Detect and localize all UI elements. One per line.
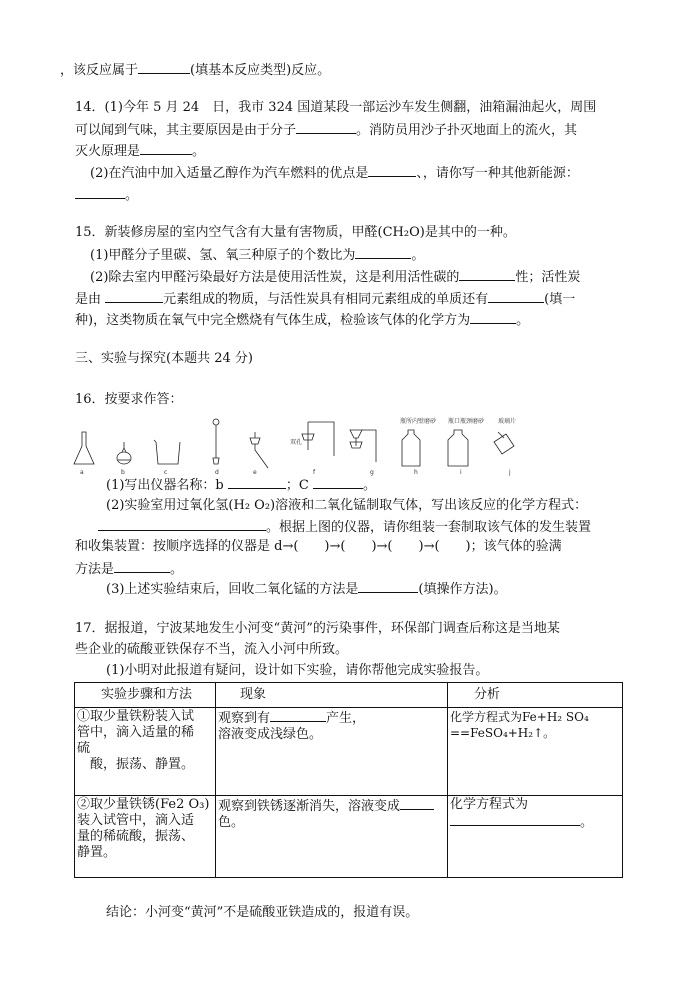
step-cell xyxy=(75,796,216,878)
glass-plate-icon xyxy=(494,434,514,454)
text: 。 xyxy=(516,313,530,328)
q15-line-4 xyxy=(75,290,575,308)
text: 量的稀硫酸，振荡、 xyxy=(77,829,195,844)
column-header: 现象 xyxy=(216,683,448,708)
text: ②取少量铁锈(Fe2 O₃) xyxy=(77,797,210,812)
text: 管中，滴入适量的稀 xyxy=(77,725,195,740)
text: 溶液变成浅绿色。 xyxy=(218,727,323,742)
text: 14．(1)今年 5 月 24 日，我市 324 国道某段一部运沙车发生侧翻，油箱漏油起火，周围 xyxy=(75,100,597,115)
label-note: 双孔 xyxy=(290,439,303,446)
text: 。根据上图的仪器，请你组装一套制取该气体的发生装置 xyxy=(266,520,592,535)
answer-blank[interactable] xyxy=(98,518,266,531)
q14-line-1 xyxy=(75,100,596,116)
observation-cell xyxy=(216,796,448,878)
label-f: f xyxy=(313,469,316,476)
q17-line-3 xyxy=(106,663,488,679)
q15-line-3 xyxy=(90,268,580,286)
text: ==FeSO₄+H₂↑。 xyxy=(450,726,556,740)
wide-mouth-bottle-icon xyxy=(448,430,468,466)
answer-blank[interactable] xyxy=(270,709,326,722)
q16-line-3 xyxy=(98,518,591,536)
answer-blank[interactable] xyxy=(358,580,418,593)
text: 。 xyxy=(192,144,206,159)
table-header-row xyxy=(75,683,623,708)
answer-blank[interactable] xyxy=(138,61,190,74)
label-note: 玻璃片 xyxy=(498,418,517,425)
text: (2)实验室用过氧化氢(H₂ O₂)溶液和二氧化锰制取气体，写出该反应的化学方程式： xyxy=(106,498,588,513)
answer-blank[interactable] xyxy=(450,813,580,826)
text: 。 xyxy=(580,815,594,830)
q16-line-4 xyxy=(75,539,562,555)
beaker-icon xyxy=(154,440,180,464)
conical-flask-icon xyxy=(74,432,94,464)
double-hole-stopper-icon xyxy=(302,422,334,456)
label-h: h xyxy=(414,469,418,476)
rubber-stopper-tube-icon xyxy=(250,432,268,468)
text: (1)写出仪器名称：b xyxy=(106,478,228,493)
text: 酸，振荡、静置。 xyxy=(77,757,195,772)
observation-cell xyxy=(216,708,448,796)
answer-blank[interactable] xyxy=(368,164,416,177)
column-header: 分析 xyxy=(448,683,623,708)
text: 方法是 xyxy=(75,562,115,577)
label-c: c xyxy=(164,469,168,476)
answer-blank[interactable] xyxy=(105,290,163,303)
q16-line-5 xyxy=(75,560,183,578)
label-d: d xyxy=(215,469,219,476)
label-e: e xyxy=(253,469,257,476)
answer-blank[interactable] xyxy=(75,186,125,199)
text: 观察到铁锈逐渐消失，溶液变成 xyxy=(218,799,401,814)
funnel-stopper-icon xyxy=(350,430,376,462)
text: 。 xyxy=(125,188,139,203)
text: 性；活性炭 xyxy=(515,270,581,285)
text: ①取少量铁粉装入试 xyxy=(77,709,195,724)
text: 观察到有 xyxy=(218,711,271,726)
table-row xyxy=(75,708,623,796)
text: (1)小明对此报道有疑问，设计如下实验，请你帮他完成实验报告。 xyxy=(106,663,489,678)
label-a: a xyxy=(80,469,84,476)
gas-bottle-icon xyxy=(402,430,420,466)
label-j: j xyxy=(509,469,511,476)
q17-line-2 xyxy=(75,642,348,658)
text-line xyxy=(60,61,330,79)
text: 种)，这类物质在氧气中完全燃烧有气体生成，检验该气体的化学方为 xyxy=(75,313,471,328)
text: 。 xyxy=(362,478,376,493)
answer-blank[interactable] xyxy=(228,476,286,489)
text: 三、实验与探究(本题共 24 分) xyxy=(75,351,253,366)
step-cell xyxy=(75,708,216,796)
text: 。 xyxy=(170,562,184,577)
text: 化学方程式为 xyxy=(450,797,529,812)
text: 些企业的硫酸亚铁保存不当，流入小河中所致。 xyxy=(75,642,349,657)
q17-line-1 xyxy=(75,621,560,637)
text: (1)甲醛分子里碳、氢、氧三种原子的个数比为 xyxy=(90,248,356,263)
q14-line-2 xyxy=(75,121,577,139)
q14-line-5 xyxy=(75,186,138,204)
text: 产生， xyxy=(326,711,366,726)
q16-line-2 xyxy=(106,498,587,514)
answer-blank[interactable] xyxy=(355,246,411,259)
analysis-cell xyxy=(448,796,623,878)
label-note: 瓶所内壁磨砂 xyxy=(400,418,437,425)
text: (填操作方法)。 xyxy=(418,582,507,597)
q16-line-6 xyxy=(106,580,507,598)
text: 15．新装修房屋的室内空气含有大量有害物质，甲醛(CH₂O)是其中的一种。 xyxy=(75,225,516,240)
text: 、，请你写一种其他新能源： xyxy=(416,166,579,181)
section-title xyxy=(75,351,253,367)
label-note: 瓶口瓶颈磨砂 xyxy=(448,418,485,425)
alcohol-lamp-icon xyxy=(117,442,131,464)
text: (3)上述实验结束后，回收二氧化锰的方法是 xyxy=(106,582,359,597)
answer-blank[interactable] xyxy=(114,560,170,573)
text: 装入试管中，滴入适 xyxy=(77,813,195,828)
text: 17．据报道，宁波某地发生小河变“黄河”的污染事件，环保部门调查后称这是当地某 xyxy=(75,621,560,636)
text: 结论：小河变“黄河”不是硫酸亚铁造成的，报道有误。 xyxy=(106,905,419,920)
long-neck-funnel-icon xyxy=(213,419,219,464)
answer-blank[interactable] xyxy=(488,290,544,303)
text: 可以闻到气味，其主要原因是由于分子 xyxy=(75,123,297,138)
label-i: i xyxy=(460,469,462,476)
answer-blank[interactable] xyxy=(459,268,515,281)
text: 硫 xyxy=(77,741,91,756)
text: (填基本反应类型)反应。 xyxy=(190,63,331,78)
q15-line-2 xyxy=(90,246,424,264)
table-row xyxy=(75,796,623,878)
label-g: g xyxy=(370,469,374,476)
q16-line-1 xyxy=(106,476,376,494)
text: ；C xyxy=(285,478,313,493)
text: (填一 xyxy=(544,292,576,307)
text: 16．按要求作答： xyxy=(75,392,183,407)
answer-blank[interactable] xyxy=(313,476,363,489)
text: ，该反应属于 xyxy=(60,63,139,78)
experiment-report-table xyxy=(74,682,623,878)
answer-blank[interactable] xyxy=(470,311,516,324)
text: (2)除去室内甲醛污染最好方法是使用活性炭，这是利用活性碳的 xyxy=(90,270,460,285)
q15-line-5 xyxy=(75,311,529,329)
conclusion xyxy=(106,905,418,921)
text: 和收集装置：按顺序选择的仪器是 d→( )→( )→( )→( )；该气体的验满 xyxy=(75,539,562,554)
text: 静置。 xyxy=(77,845,117,860)
column-header: 实验步骤和方法 xyxy=(75,683,216,708)
text: 。 xyxy=(411,248,425,263)
text: 色。 xyxy=(218,815,245,830)
label-b: b xyxy=(121,469,125,476)
text: (2)在汽油中加入适量乙醇作为汽车燃料的优点是 xyxy=(90,166,369,181)
text: 是由 xyxy=(75,292,106,307)
answer-blank[interactable] xyxy=(296,121,356,134)
text: 。消防员用沙子扑灭地面上的流火，其 xyxy=(356,123,578,138)
text: 灭火原理是 xyxy=(75,144,141,159)
answer-blank[interactable] xyxy=(140,142,192,155)
q15-line-1 xyxy=(75,225,516,241)
q16-title xyxy=(75,392,183,408)
q14-line-4 xyxy=(90,164,579,182)
text: 化学方程式为Fe+H₂ SO₄ xyxy=(450,710,589,724)
answer-blank[interactable] xyxy=(400,797,434,810)
analysis-cell xyxy=(448,708,623,796)
text: 元素组成的物质，与活性炭具有相同元素组成的单质还有 xyxy=(163,292,489,307)
q14-line-3 xyxy=(75,142,205,160)
